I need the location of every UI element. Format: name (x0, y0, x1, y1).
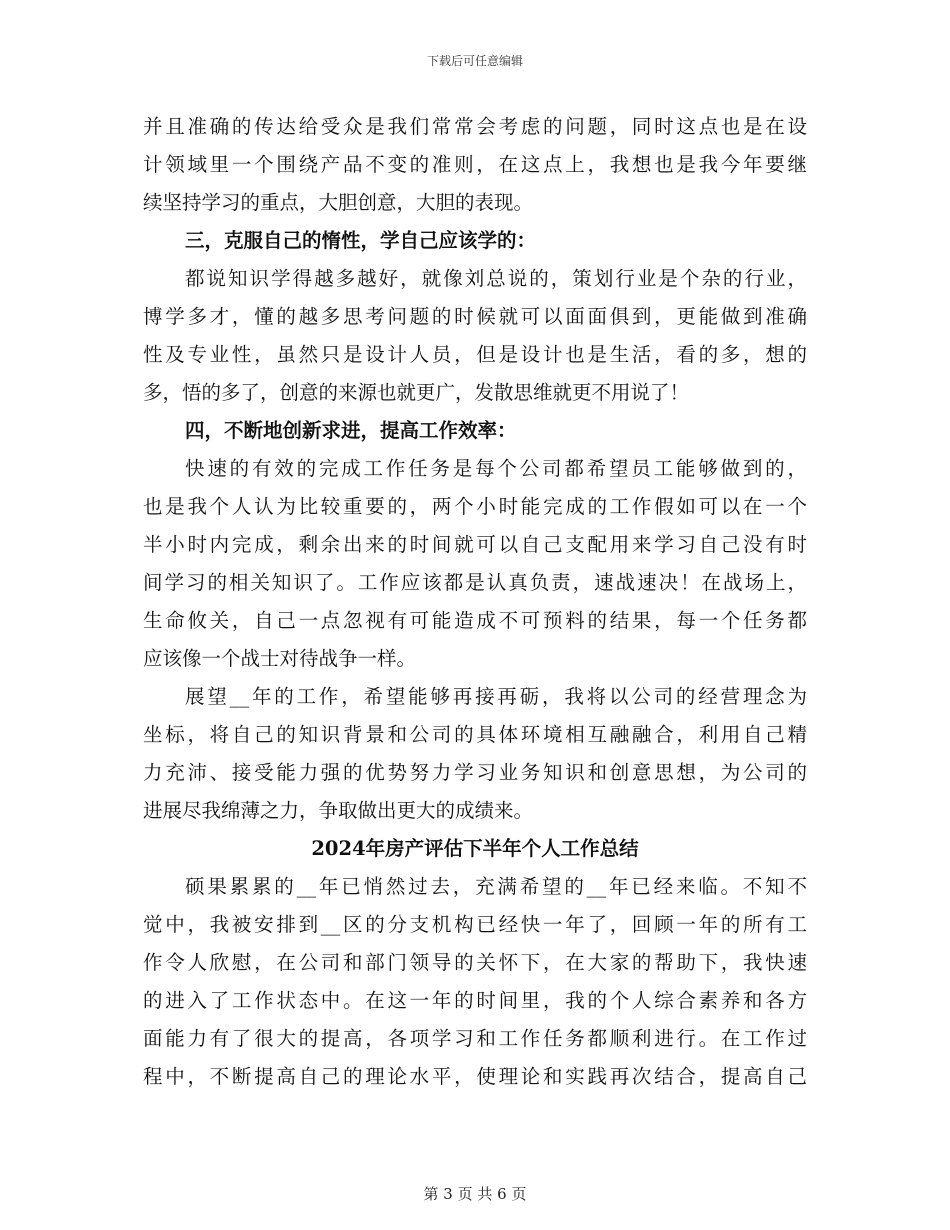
paragraph-line: 面能力有了很大的提高，各项学习和工作任务都顺利进行。在工作过 (143, 1027, 807, 1050)
paragraph-first-line: 快速的有效的完成工作任务是每个公司都希望员工能够做到的， (185, 457, 807, 480)
section-heading: 三，克服自己的惰性，学自己应该学的： (185, 229, 537, 252)
paragraph-first-line: 展望__年的工作，希望能够再接再砺，我将以公司的经营理念为 (185, 685, 807, 708)
paragraph-last-line: 应该像一个战士对待战争一样。 (143, 647, 417, 670)
document-body (143, 108, 807, 1096)
paragraph-line: 程中，不断提高自己的理论水平，使理论和实践再次结合，提高自己 (143, 1065, 807, 1088)
paragraph-line: 博学多才，懂的越多思考问题的时候就可以面面俱到，更能做到准确 (143, 305, 807, 328)
paragraph-line: 坐标，将自己的知识背景和公司的具体环境相互融融合，利用自己精 (143, 723, 807, 746)
page-header: 下载后可任意编辑 (426, 54, 523, 68)
paragraph-first-line: 硕果累累的__年已悄然过去，充满希望的__年已经来临。不知不 (185, 875, 807, 898)
paragraph-line: 的进入了工作状态中。在这一年的时间里，我的个人综合素养和各方 (143, 989, 807, 1012)
paragraph-line: 生命攸关，自己一点忽视有可能造成不可预料的结果，每一个任务都 (143, 609, 807, 632)
paragraph-line: 半小时内完成，剩余出来的时间就可以自己支配用来学习自己没有时 (143, 533, 807, 556)
paragraph-first-line: 都说知识学得越多越好，就像刘总说的，策划行业是个杂的行业， (185, 267, 807, 290)
paragraph-line: 并且准确的传达给受众是我们常常会考虑的问题，同时这点也是在设 (143, 115, 807, 138)
document-title: 2024年房产评估下半年个人工作总结 (311, 837, 639, 860)
section-heading: 四，不断地创新求进，提高工作效率： (185, 419, 517, 442)
paragraph-line: 力充沛、接受能力强的优势努力学习业务知识和创意思想，为公司的 (143, 761, 807, 784)
paragraph-last-line: 多，悟的多了，创意的来源也就更广，发散思维就更不用说了！ (143, 381, 690, 404)
paragraph-last-line: 续坚持学习的重点，大胆创意，大胆的表现。 (143, 191, 534, 214)
paragraph-line: 也是我个人认为比较重要的，两个小时能完成的工作假如可以在一个 (143, 495, 807, 518)
paragraph-line: 作令人欣慰，在公司和部门领导的关怀下，在大家的帮助下，我快速 (143, 951, 807, 974)
paragraph-line: 觉中，我被安排到__区的分支机构已经快一年了，回顾一年的所有工 (143, 913, 807, 936)
paragraph-line: 性及专业性，虽然只是设计人员，但是设计也是生活，看的多，想的 (143, 343, 807, 366)
paragraph-line: 计领域里一个围绕产品不变的准则，在这点上，我想也是我今年要继 (143, 153, 807, 176)
paragraph-line: 间学习的相关知识了。工作应该都是认真负责，速战速决！在战场上， (143, 571, 807, 594)
page-footer: 第 3 页 共 6 页 (423, 1185, 527, 1203)
paragraph-last-line: 进展尽我绵薄之力，争取做出更大的成绩来。 (143, 799, 534, 822)
